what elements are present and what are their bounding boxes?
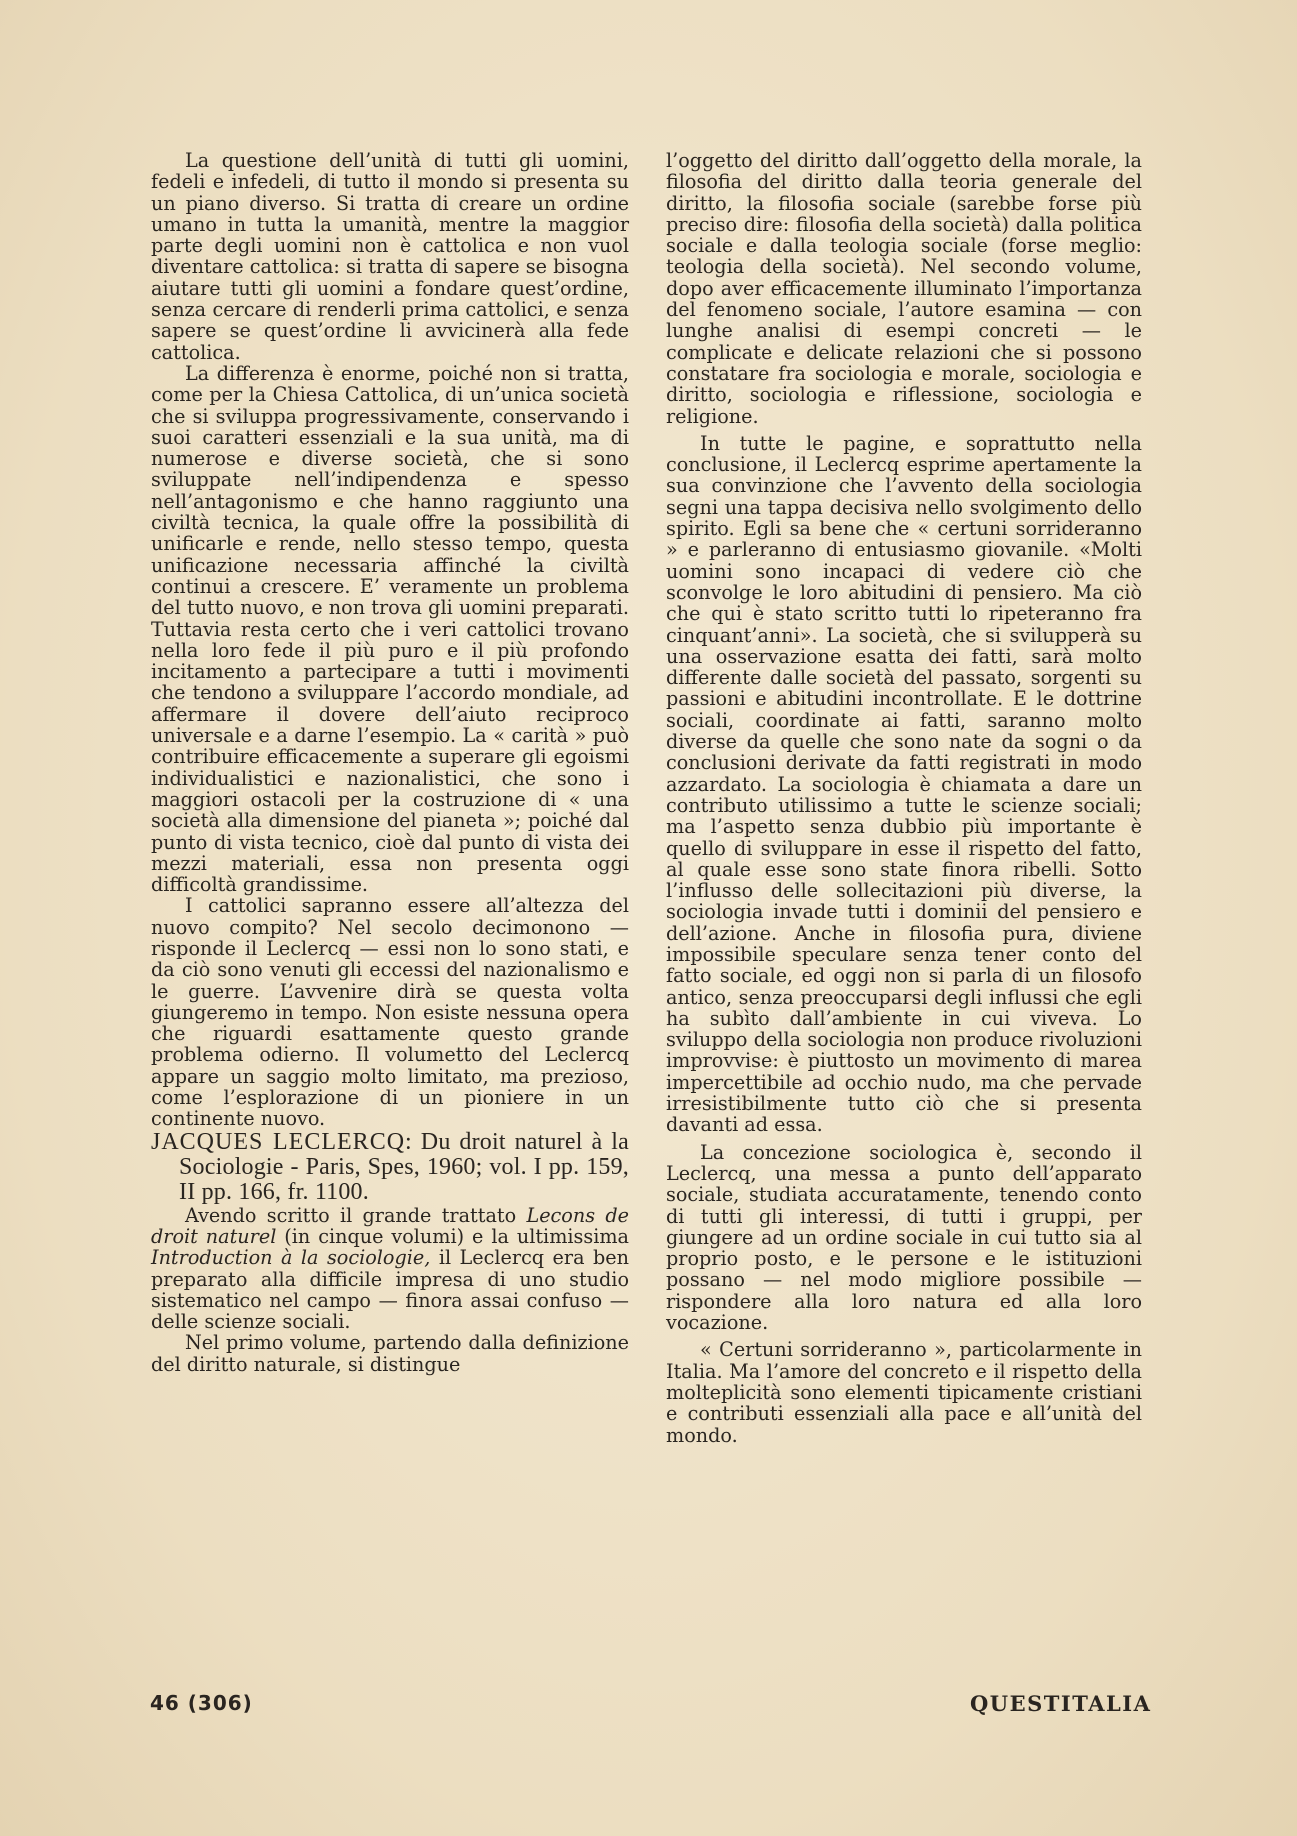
paragraph: « Certuni sorrideranno », particolarmente in Italia. Ma l’amore del concreto e il rispetto della molteplicità sono elementi tipicamente cristiani e contributi essenziali alla pace e all’unità del mondo. xyxy=(666,1338,1142,1447)
paragraph: I cattolici sapranno essere all’altezza del nuovo compito? Nel secolo decimonono — risponde il Leclercq — essi non lo sono stati, e da ciò sono venuti gli eccessi del nazionalismo e le guerre. L’avvenire dirà se questa volta giungeremo in tempo. Non esiste nessuna opera che riguardi esattamente questo grande problema odierno. Il volumetto del Leclercq appare un saggio molto limitato, ma prezioso, come l’esplorazione di un pioniere in un continente nuovo. xyxy=(151,894,629,1131)
page-number: 46 (306) xyxy=(150,1691,253,1715)
paragraph: Nel primo volume, partendo dalla definizione del diritto naturale, si distingue xyxy=(151,1331,629,1376)
paragraph: Avendo scritto il grande trattato Lecons de droit naturel (in cinque volumi) e la ultimissima Introduction à la sociologie, il Leclercq era ben preparato alla difficile impresa di uno studio sistematico nel campo — finora assai confuso — delle scienze sociali. xyxy=(151,1203,629,1334)
right-column xyxy=(666,150,1142,1446)
paragraph: La concezione sociologica è, secondo il Leclercq, una messa a punto dell’apparato sociale, studiata accuratamente, tenendo conto di tutti gli interessi, di tutti i gruppi, per giungere ad un ordine sociale in cui tutto sia al proprio posto, e le persone e le istituzioni possano — nel modo migliore possibile — rispondere alla loro natura ed alla loro vocazione. xyxy=(666,1140,1142,1335)
left-column xyxy=(151,150,629,1375)
paragraph: In tutte le pagine, e soprattutto nella conclusione, il Leclercq esprime apertamente la sua convinzione che l’avvento della sociologia segni una tappa decisiva nello svolgimento dello spirito. Egli sa bene che « certuni sorrideranno » e parleranno di entusiasmo giovanile. «Molti uomini sono incapaci di vedere ciò che sconvolge le loro abitudini di pensiero. Ma ciò che qui è stato scritto tutti lo ripeteranno fra cinquant’anni». La società, che si svilupperà su una osservazione esatta dei fatti, sarà molto differente dalle società del passato, sorgenti su passioni e abitudini incontrollate. E le dottrine sociali, coordinate ai fatti, saranno molto diverse da quelle che sono nate da sogni o da conclusioni derivate da fatti registrati in modo azzardato. La sociologia è chiamata a dare un contributo utilissimo a tutte le scienze sociali; ma l’aspetto senza dubbio più importante è quello di sviluppare in esse il rispetto del fatto, al quale esse sono state finora ribelli. Sotto l’influsso delle sollecitazioni più diverse, la sociologia invade tutti i dominii del pensiero e dell’azione. Anche in filosofia pura, diviene impossibile speculare senza tener conto del fatto sociale, ed oggi non si parla di un filosofo antico, senza preoccuparsi degli influssi che egli ha subìto dall’ambiente in cui viveva. Lo sviluppo della sociologia non produce rivoluzioni improvvise: è piuttosto un movimento di marea impercettibile ad occhio nudo, ma che pervade irresistibilmente tutto ciò che si presenta davanti ad essa. xyxy=(666,431,1142,1137)
magazine-name: QUESTITALIA xyxy=(970,1691,1152,1716)
paragraph: La differenza è enorme, poiché non si tratta, come per la Chiesa Cattolica, di un’unica società che si sviluppa progressivamente, conservando i suoi caratteri essenziali e la sua unità, ma di numerose e diverse società, che si sono sviluppate nell’indipendenza e spesso nell’antagonismo e che hanno raggiunto una civiltà tecnica, la quale offre la possibilità di unificarle e rende, nello stesso tempo, questa unificazione necessaria affinché la civiltà continui a crescere. E’ veramente un problema del tutto nuovo, e non trova gli uomini preparati. Tuttavia resta certo che i veri cattolici trovano nella loro fede il più puro e il più profondo incitamento a partecipare a tutti i movimenti che tendono a sviluppare l’accordo mondiale, ad affermare il dovere dell’aiuto reciproco universale e a darne l’esempio. La « carità » può contribuire efficacemente a superare gli egoismi individualistici e nazionalistici, che sono i maggiori ostacoli per la costruzione di « una società alla dimensione del pianeta »; poiché dal punto di vista tecnico, cioè dal punto di vista dei mezzi materiali, essa non presenta oggi difficoltà grandissime. xyxy=(151,361,629,897)
book-title: Introduction à la sociologie, xyxy=(151,1246,431,1270)
review-author: JACQUES LECLERCQ xyxy=(151,1128,406,1155)
book-title: Lecons de droit naturel xyxy=(151,1203,629,1248)
paragraph: l’oggetto del diritto dall’oggetto della morale, la filosofia del diritto dalla teoria generale del diritto, la filosofia sociale (sarebbe forse più preciso dire: filosofia della società) dalla politica sociale e dalla teologia sociale (forse meglio: teologia della società). Nel secondo volume, dopo aver efficacemente illuminato l’importanza del fenomeno sociale, l’autore esamina — con lunghe analisi di esempi concreti — le complicate e delicate relazioni che si possono constatare fra sociologia e morale, sociologia e diritto, sociologia e riflessione, sociologia e religione. xyxy=(666,149,1142,428)
review-heading xyxy=(151,1130,629,1205)
paragraph: La questione dell’unità di tutti gli uomini, fedeli e infedeli, di tutto il mondo si presenta su un piano diverso. Si tratta di creare un ordine umano in tutta la umanità, mentre la maggior parte degli uomini non è cattolica e non vuol diventare cattolica: si tratta di sapere se bisogna aiutare tutti gli uomini a fondare quest’ordine, senza cercare di renderli prima cattolici, e senza sapere se quest’ordine li avvicinerà alla fede cattolica. xyxy=(151,149,629,364)
review-citation: : Du droit naturel à la Sociologie - Paris, Spes, 1960; vol. I pp. 159, II pp. 166, fr. 1100. xyxy=(179,1128,629,1205)
